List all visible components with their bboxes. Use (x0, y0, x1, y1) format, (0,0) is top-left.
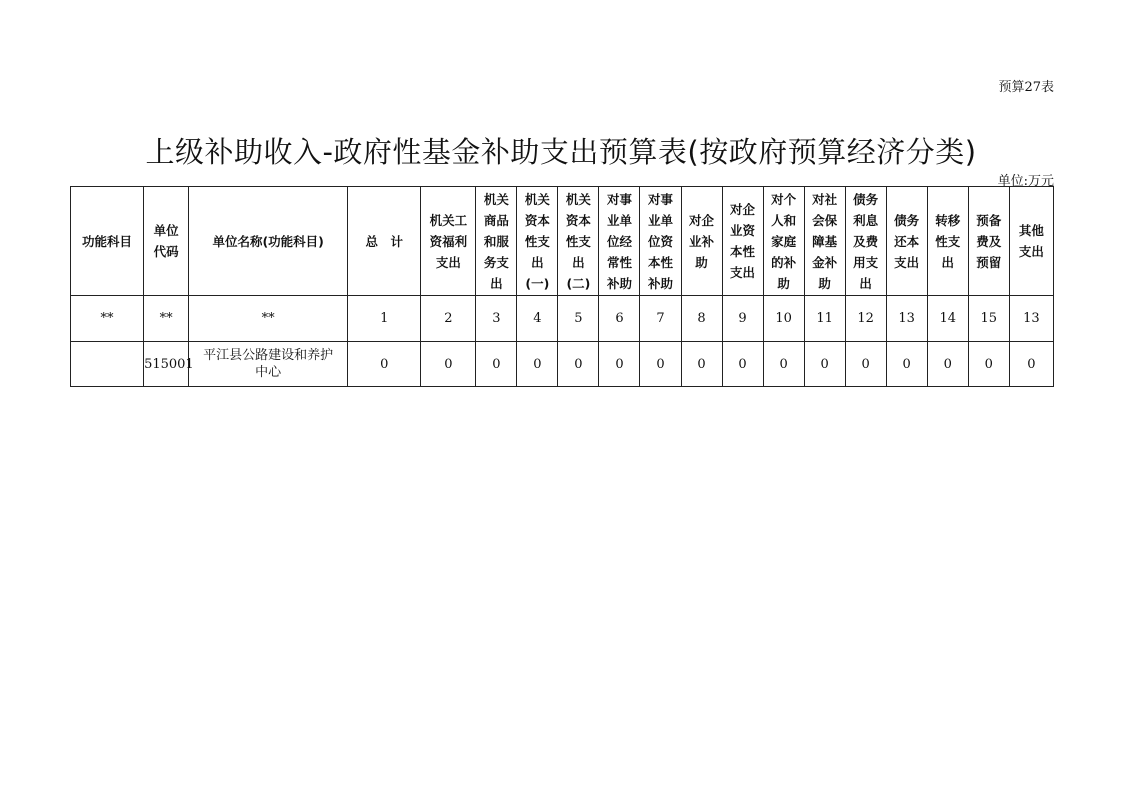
table-cell: ** (189, 296, 348, 342)
table-cell: 15 (968, 296, 1009, 342)
table-cell: 0 (517, 342, 558, 387)
table-cell: 0 (1009, 342, 1053, 387)
table-cell: 0 (927, 342, 968, 387)
col-header: 债务 利息 及费 用支 出 (845, 187, 886, 296)
table-cell: 0 (476, 342, 517, 387)
table-cell: 0 (968, 342, 1009, 387)
col-header: 预备 费及 预留 (968, 187, 1009, 296)
table-cell: 0 (558, 342, 599, 387)
table-cell: 0 (804, 342, 845, 387)
table-cell: 5 (558, 296, 599, 342)
index-row (71, 296, 1054, 342)
col-header: 对社 会保 障基 金补 助 (804, 187, 845, 296)
col-header: 机关 资本 性支 出 (二) (558, 187, 599, 296)
table-cell: 13 (886, 296, 927, 342)
table-cell: 0 (640, 342, 681, 387)
table-cell: 0 (599, 342, 640, 387)
table-cell: 9 (722, 296, 763, 342)
table-cell: 10 (763, 296, 804, 342)
table-cell: 6 (599, 296, 640, 342)
col-header: 其他 支出 (1009, 187, 1053, 296)
col-header: 总 计 (348, 187, 421, 296)
col-header: 机关 商品 和服 务支 出 (476, 187, 517, 296)
table-cell: ** (71, 296, 144, 342)
table-cell: 1 (348, 296, 421, 342)
col-header: 对个 人和 家庭 的补 助 (763, 187, 804, 296)
col-header: 机关工 资福利 支出 (421, 187, 476, 296)
table-cell: 11 (804, 296, 845, 342)
unit-label: 单位:万元 (997, 174, 1054, 189)
col-header: 债务 还本 支出 (886, 187, 927, 296)
table-cell: 13 (1009, 296, 1053, 342)
col-header: 转移 性支 出 (927, 187, 968, 296)
col-header: 对企 业资 本性 支出 (722, 187, 763, 296)
col-header: 功能科目 (71, 187, 144, 296)
unit-name: 平江县公路建设和养护 中心 (203, 348, 334, 380)
table-row (71, 342, 1054, 387)
table-cell: 0 (763, 342, 804, 387)
col-header: 对事 业单 位资 本性 补助 (640, 187, 681, 296)
table-cell: 0 (348, 342, 421, 387)
page-title: 上级补助收入-政府性基金补助支出预算表(按政府预算经济分类) (145, 135, 977, 169)
col-header: 对企 业补 助 (681, 187, 722, 296)
table-cell: 7 (640, 296, 681, 342)
table-cell (71, 342, 144, 387)
table-cell: 0 (681, 342, 722, 387)
header-row (71, 187, 1054, 296)
table-cell: 515001 (144, 342, 189, 387)
table-cell: 0 (421, 342, 476, 387)
table-cell: 3 (476, 296, 517, 342)
table-cell: 2 (421, 296, 476, 342)
table-cell: 14 (927, 296, 968, 342)
table-number: 预算27表 (998, 80, 1054, 95)
col-header: 机关 资本 性支 出 (一) (517, 187, 558, 296)
table-cell: ** (144, 296, 189, 342)
table-cell: 12 (845, 296, 886, 342)
table-cell: 0 (886, 342, 927, 387)
col-header: 单位 代码 (144, 187, 189, 296)
table-cell: 4 (517, 296, 558, 342)
col-header: 单位名称(功能科目) (189, 187, 348, 296)
col-header: 对事 业单 位经 常性 补助 (599, 187, 640, 296)
table-cell: 8 (681, 296, 722, 342)
table-cell (189, 342, 348, 387)
table-cell: 0 (845, 342, 886, 387)
table-cell: 0 (722, 342, 763, 387)
budget-table (70, 186, 1054, 387)
